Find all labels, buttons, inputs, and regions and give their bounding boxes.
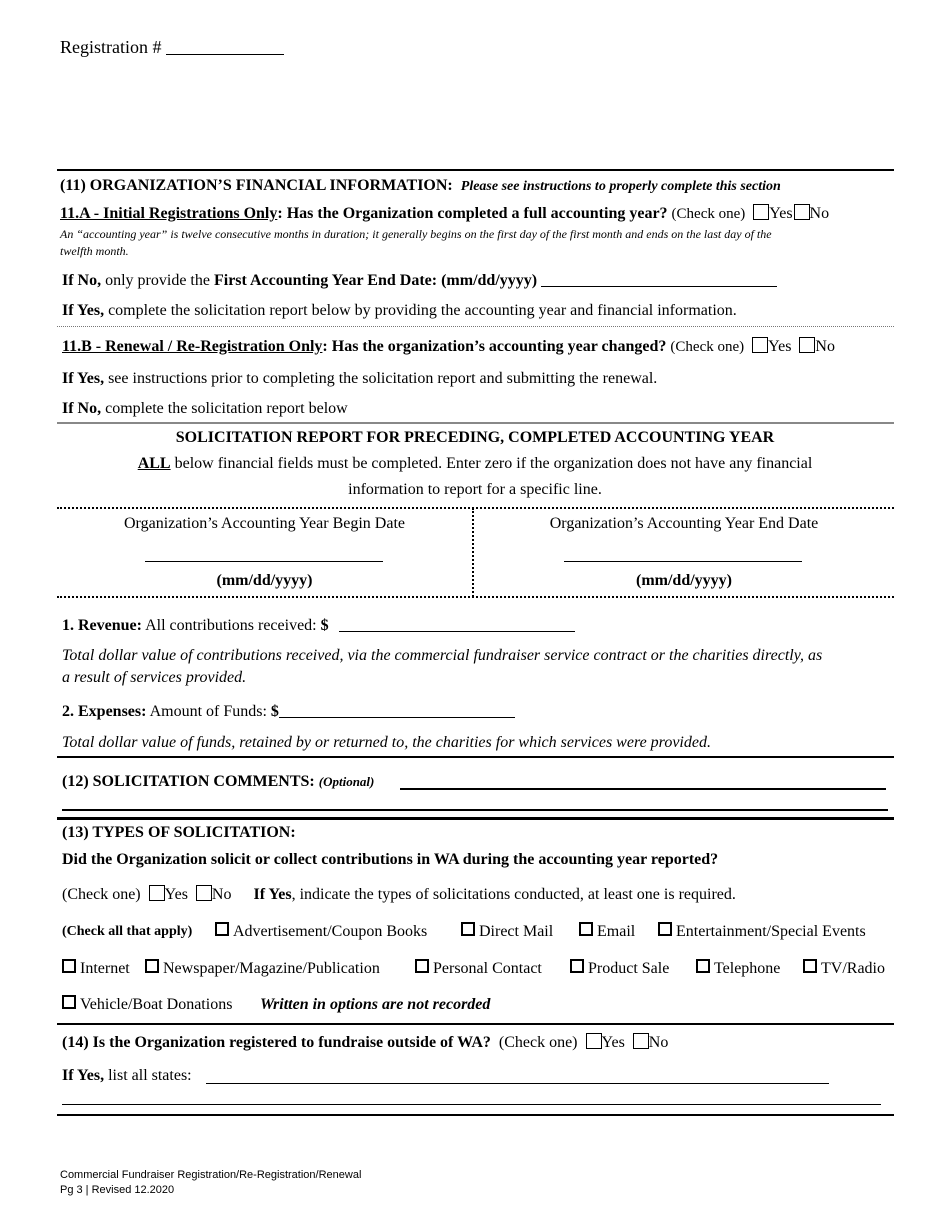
type-label: TV/Radio (821, 960, 885, 977)
entertainment-checkbox[interactable] (658, 922, 672, 936)
revenue-line (62, 616, 575, 636)
if-yes-line (62, 301, 737, 321)
label-11b: 11.B - Renewal / Re-Registration Only (62, 338, 323, 355)
no-checkbox-11a[interactable] (794, 204, 810, 220)
registration-number-field (60, 36, 284, 58)
yes-checkbox-11b[interactable] (752, 337, 768, 353)
vehicle-boat-checkbox[interactable] (62, 995, 76, 1009)
section-13-question: Did the Organization solicit or collect contributions in WA during the accounting year reported? (62, 851, 719, 868)
expenses-text: Amount of Funds: (146, 703, 271, 720)
b-if-no-text: complete the solicitation report below (101, 400, 348, 417)
type-label: Telephone (714, 960, 781, 977)
type-label: Internet (80, 960, 130, 977)
no-checkbox-14[interactable] (633, 1033, 649, 1049)
type-personal-contact[interactable] (415, 959, 542, 979)
yes-checkbox-14[interactable] (586, 1033, 602, 1049)
section-13-title: (13) TYPES OF SOLICITATION: (62, 824, 296, 841)
dotted-divider (57, 596, 894, 598)
question-11a-text: : Has the Organization completed a full accounting year? (277, 205, 668, 222)
product-sale-checkbox[interactable] (570, 959, 584, 973)
section-14-question: (14) Is the Organization registered to fundraise outside of WA? (62, 1034, 491, 1051)
comments-input-line1[interactable] (400, 788, 886, 790)
b-if-yes-line (62, 369, 657, 389)
personal-contact-checkbox[interactable] (415, 959, 429, 973)
if-no-line (62, 271, 777, 291)
direct-mail-checkbox[interactable] (461, 922, 475, 936)
type-label: Newspaper/Magazine/Publication (163, 960, 380, 977)
report-instruction-line2: information to report for a specific line. (348, 481, 602, 498)
begin-date-label: Organization’s Accounting Year Begin Date (124, 515, 405, 532)
dotted-divider (57, 507, 894, 509)
no-checkbox-13[interactable] (196, 885, 212, 901)
yes-checkbox-13[interactable] (149, 885, 165, 901)
section-11-note: Please see instructions to properly complete this section (460, 179, 781, 194)
no-label: No (809, 205, 830, 222)
type-label: Product Sale (588, 960, 670, 977)
section-14-line (62, 1033, 668, 1053)
type-label: Vehicle/Boat Donations (80, 996, 233, 1013)
check-one-label: (Check one) (62, 886, 141, 903)
no-label: No (648, 1034, 669, 1051)
states-input-line1[interactable] (206, 1083, 829, 1084)
question-11a (60, 204, 829, 224)
no-checkbox-11b[interactable] (799, 337, 815, 353)
yes-label: Yes (164, 886, 188, 903)
dollar-sign: $ (270, 703, 279, 720)
type-newspaper[interactable] (145, 959, 380, 979)
if-yes-label: If Yes, (62, 302, 105, 319)
revenue-label: 1. Revenue: (62, 617, 142, 634)
check-one-label: (Check one) (498, 1034, 578, 1051)
if-yes-text: complete the solicitation report below by providing the accounting year and financial information. (104, 302, 737, 319)
all-label: ALL (137, 455, 171, 472)
type-telephone[interactable] (696, 959, 780, 979)
expenses-description: Total dollar value of funds, retained by or returned to, the charities for which services were provided. (62, 734, 711, 751)
dotted-divider (57, 326, 894, 327)
dollar-sign: $ (320, 617, 329, 634)
type-tv-radio[interactable] (803, 959, 885, 979)
yes-label: Yes (769, 205, 793, 222)
if-no-label: If No, (62, 400, 102, 417)
telephone-checkbox[interactable] (696, 959, 710, 973)
tv-radio-checkbox[interactable] (803, 959, 817, 973)
if-yes-label: If Yes, (62, 370, 105, 387)
no-label: No (815, 338, 835, 355)
section-divider (57, 1023, 894, 1025)
if-yes-label: If Yes (253, 886, 292, 903)
yes-label: Yes (768, 338, 792, 355)
type-label: Entertainment/Special Events (676, 923, 866, 940)
solicitation-report-title: SOLICITATION REPORT FOR PRECEDING, COMPLETED ACCOUNTING YEAR (175, 429, 775, 446)
type-label: Advertisement/Coupon Books (233, 923, 428, 940)
section-11-heading: (11) ORGANIZATION’S FINANCIAL INFORMATION: (60, 177, 453, 194)
section-divider (57, 1114, 894, 1116)
check-one-label: (Check one) (671, 206, 746, 222)
b-if-no-line (62, 399, 348, 419)
internet-checkbox[interactable] (62, 959, 76, 973)
section-12-line (62, 772, 374, 792)
email-checkbox[interactable] (579, 922, 593, 936)
if-no-text: only provide the (101, 272, 214, 289)
end-date-input[interactable] (564, 561, 802, 562)
if-yes-label: If Yes, (62, 1067, 105, 1084)
revenue-input[interactable] (339, 617, 575, 632)
type-label: Email (597, 923, 636, 940)
type-direct-mail[interactable] (461, 922, 553, 942)
expenses-input[interactable] (279, 703, 515, 718)
end-date-format: (mm/dd/yyyy) (636, 572, 732, 589)
section-divider (57, 169, 894, 171)
report-instruction-text: below financial fields must be completed. Enter zero if the organization does not have any financial (170, 455, 813, 472)
b-if-yes-text: see instructions prior to completing the solicitation report and submitting the renewal. (104, 370, 658, 387)
accounting-year-definition: An “accounting year” is twelve consecutive months in duration; it generally begins on the first day of the first month and ends on the last day of the (60, 227, 772, 241)
section-11-title (60, 176, 781, 197)
expenses-line (62, 702, 515, 722)
yes-checkbox-11a[interactable] (753, 204, 769, 220)
registration-label: Registration # (60, 37, 162, 57)
type-label: Direct Mail (479, 923, 554, 940)
question-11b-text: : Has the organization’s accounting year changed? (322, 338, 667, 355)
type-internet[interactable] (62, 959, 130, 979)
first-year-end-date-input[interactable] (541, 272, 777, 287)
check-one-label: (Check one) (670, 339, 745, 355)
begin-date-format: (mm/dd/yyyy) (216, 572, 313, 589)
section-12-title: (12) SOLICITATION COMMENTS: (62, 773, 315, 790)
section-divider (57, 817, 894, 820)
first-year-end-date-label: First Accounting Year End Date: (mm/dd/yyyy) (213, 272, 538, 289)
begin-date-input[interactable] (145, 561, 383, 562)
footer-page-info: Pg 3 | Revised 12.2020 (60, 1184, 175, 1196)
accounting-year-definition-cont: twelfth month. (60, 244, 129, 258)
type-email[interactable] (579, 922, 635, 942)
states-input-line2[interactable] (62, 1104, 881, 1105)
if-yes-text: , indicate the types of solicitations conducted, at least one is required. (291, 886, 736, 903)
section-divider (57, 422, 894, 424)
registration-input[interactable] (166, 40, 284, 55)
check-all-label: (Check all that apply) (62, 924, 193, 939)
yes-label: Yes (601, 1034, 625, 1051)
revenue-description-cont: a result of services provided. (62, 669, 247, 686)
if-no-label: If No, (62, 272, 102, 289)
optional-label: (Optional) (318, 774, 375, 789)
advertisement-checkbox[interactable] (215, 922, 229, 936)
type-product-sale[interactable] (570, 959, 669, 979)
type-label: Personal Contact (433, 960, 542, 977)
newspaper-checkbox[interactable] (145, 959, 159, 973)
type-vehicle-boat[interactable] (62, 995, 232, 1015)
section-13-check-line (62, 885, 736, 905)
label-11a: 11.A - Initial Registrations Only (60, 205, 278, 222)
type-entertainment[interactable] (658, 922, 866, 942)
question-11b (62, 337, 835, 357)
expenses-label: 2. Expenses: (62, 703, 147, 720)
type-advertisement[interactable] (215, 922, 427, 942)
revenue-text: All contributions received: (141, 617, 321, 634)
report-instruction-line1 (0, 454, 950, 474)
end-date-label: Organization’s Accounting Year End Date (549, 515, 819, 532)
written-options-note: Written in options are not recorded (260, 996, 491, 1013)
footer-form-title: Commercial Fundraiser Registration/Re-Registration/Renewal (60, 1169, 362, 1181)
no-label: No (211, 886, 232, 903)
states-line (62, 1066, 192, 1086)
states-label: list all states: (104, 1067, 192, 1084)
revenue-description: Total dollar value of contributions received, via the commercial fundraiser service contract or the charities directly, as (62, 647, 823, 664)
section-divider (57, 756, 894, 758)
comments-input-line2[interactable] (62, 809, 888, 811)
